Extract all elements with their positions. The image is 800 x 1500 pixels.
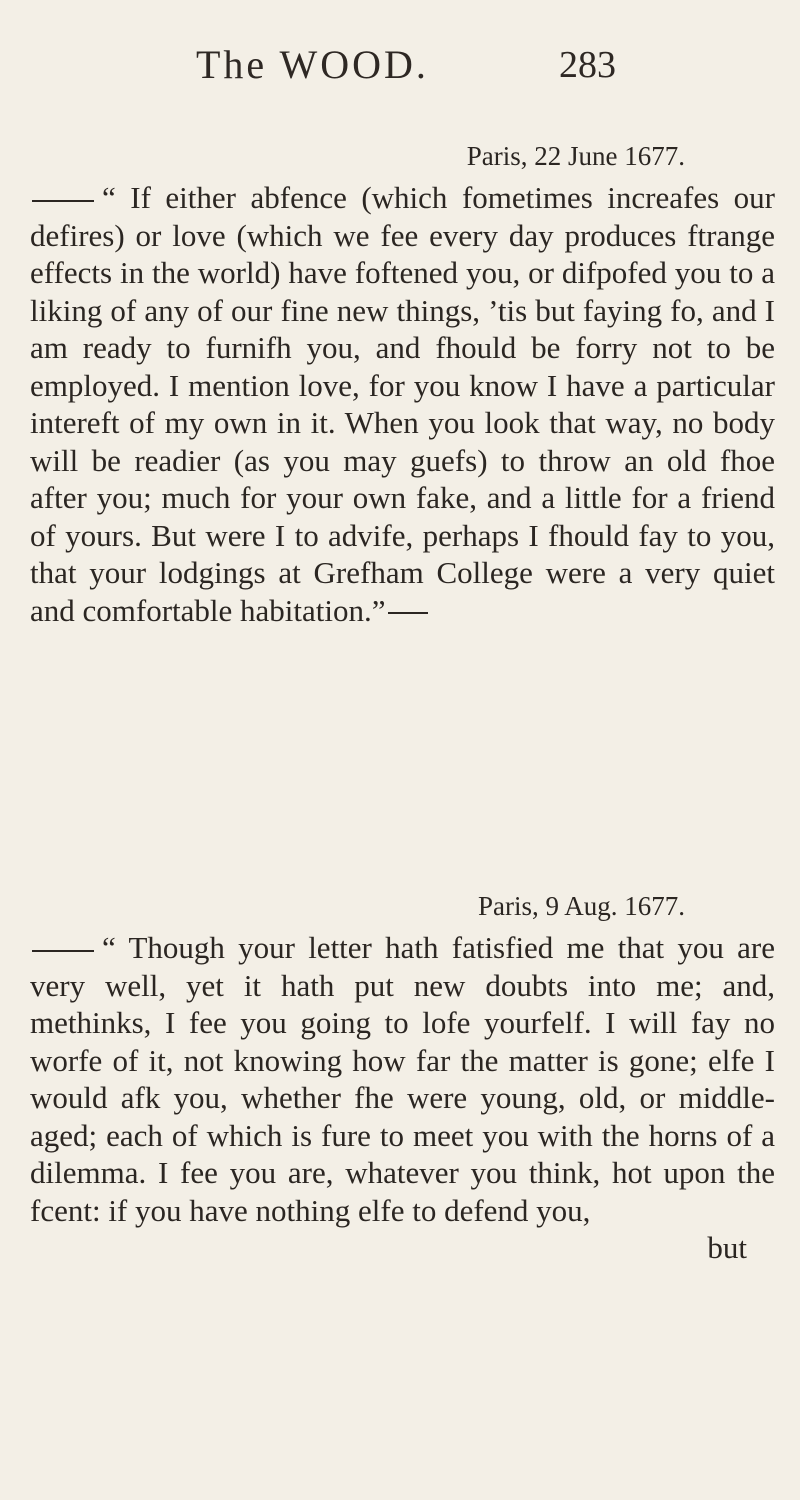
lead-dash — [32, 200, 94, 202]
page-number: 283 — [559, 44, 616, 86]
catchword: but — [707, 1230, 747, 1265]
trail-dash — [388, 612, 428, 614]
running-head — [196, 40, 616, 90]
lead-dash — [32, 950, 94, 952]
letter-1-body: “ If either abfence (which fometimes increafes our defires) or love (which we fee every day produces ftrange effects in the world) have foftened you, or difpofed you to a liking of any of our fine new things, ’tis but faying fo, and I am ready to furnifh you, and fhould be forry not to be employed. I mention love, for you know I have a particular intereft of my own in it. When you look that way, no body will be readier (as you may guefs) to throw an old fhoe after you; much for your own fake, and a little for a friend of yours. But were I to advife, perhaps I fhould fay to you, that your lodgings at Grefham College were a very quiet and comfortable habitation.” — [30, 180, 775, 628]
letter-2-paragraph — [30, 929, 775, 1229]
letter-1 — [30, 138, 775, 629]
letter-1-dateline: Paris, 22 June 1677. — [466, 141, 685, 171]
letter-1-paragraph — [30, 179, 775, 629]
letter-2 — [30, 888, 775, 1267]
running-title: The WOOD. — [196, 42, 429, 87]
letter-2-body: “ Though your letter hath fatisfied me that you are very well, yet it hath put new doubts into me; and, methinks, I fee you going to lofe yourfelf. I will fay no worfe of it, not knowing how far the matter is gone; elfe I would afk you, whether fhe were young, old, or middle-aged; each of which is fure to meet you with the horns of a dilemma. I fee you are, whatever you think, hot upon the fcent: if you have nothing elfe to defend you, — [30, 930, 775, 1228]
letter-2-dateline: Paris, 9 Aug. 1677. — [477, 891, 685, 921]
